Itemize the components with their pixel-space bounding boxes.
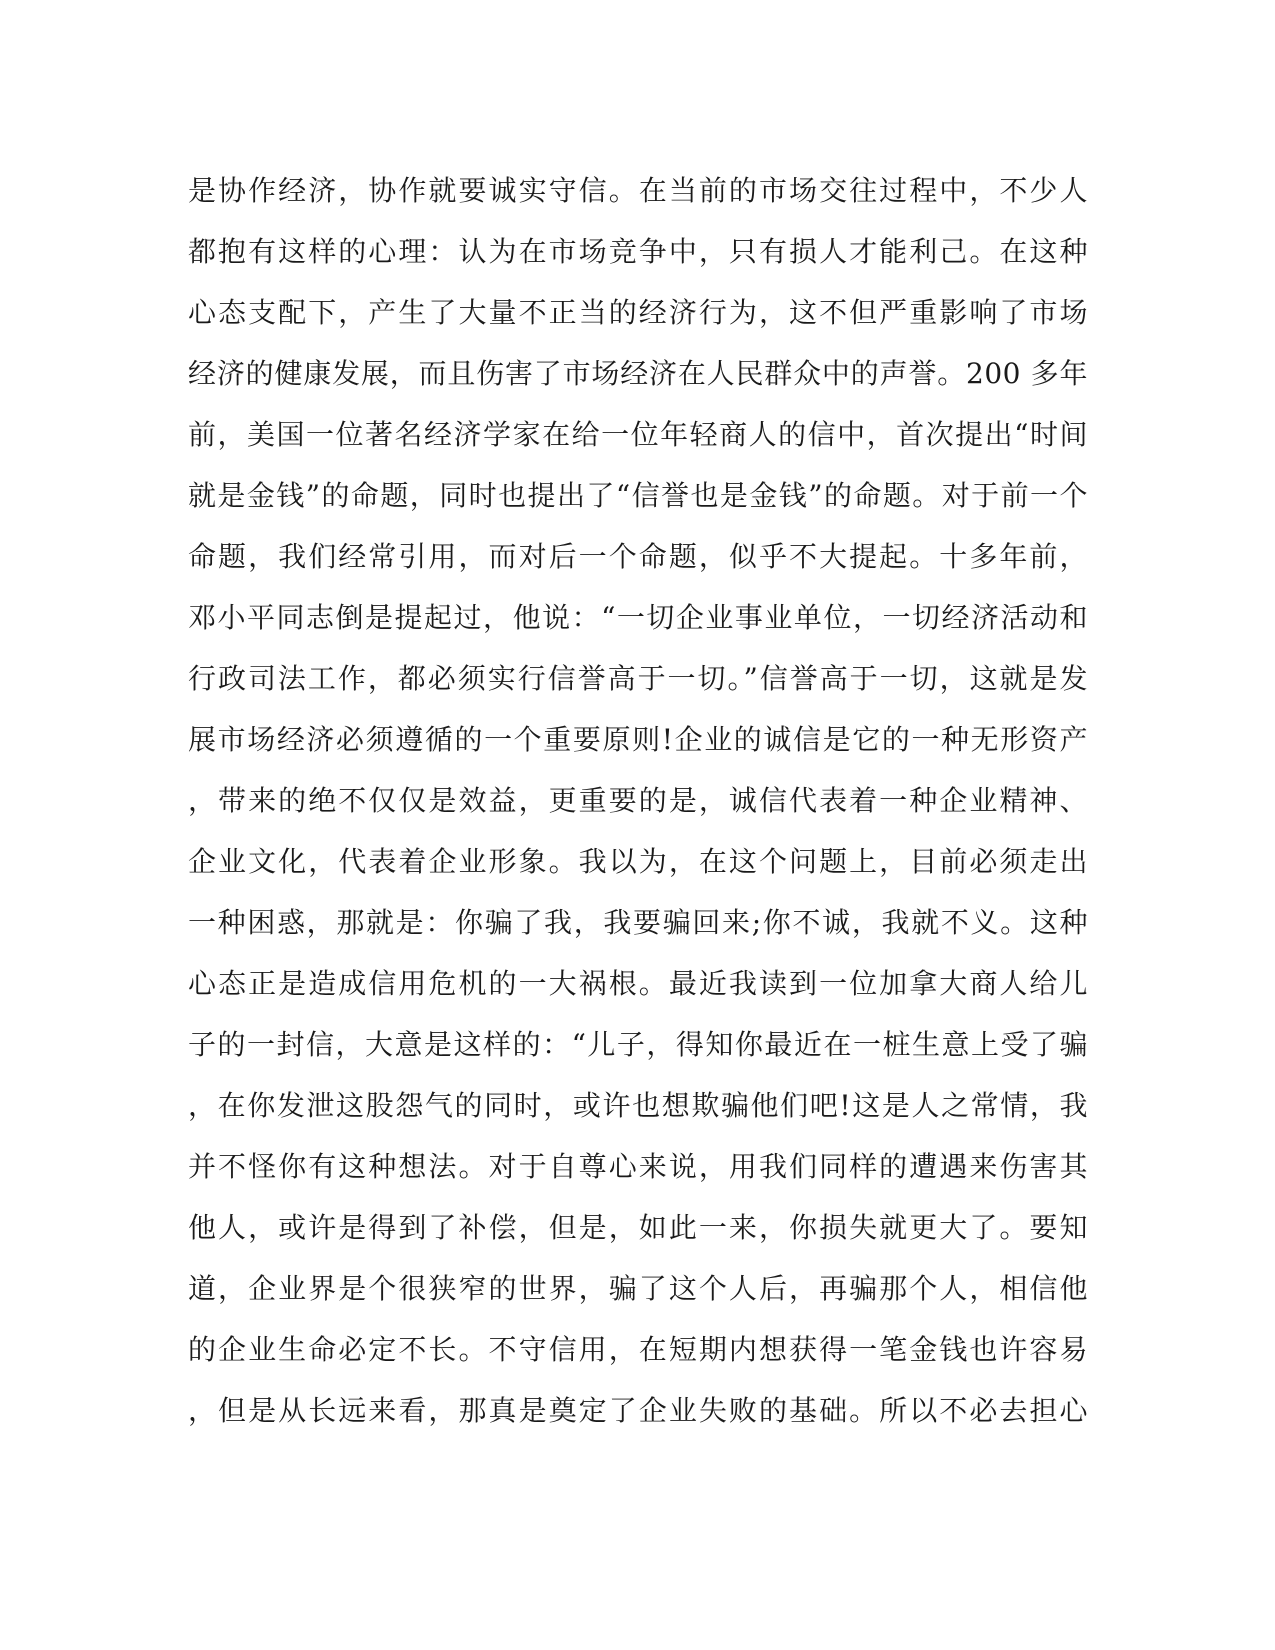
text-line: 就是金钱”的命题，同时也提出了“信誉也是金钱”的命题。对于前一个 (188, 479, 1088, 512)
text-line: 一种困惑，那就是：你骗了我，我要骗回来;你不诚，我就不义。这种 (188, 906, 1088, 939)
text-line: 子的一封信，大意是这样的：“儿子，得知你最近在一桩生意上受了骗 (188, 1028, 1088, 1061)
text-line: 命题，我们经常引用，而对后一个命题，似乎不大提起。十多年前， (188, 540, 1088, 573)
text-line: 前，美国一位著名经济学家在给一位年轻商人的信中，首次提出“时间 (188, 418, 1088, 451)
text-line: 经济的健康发展，而且伤害了市场经济在人民群众中的声誉。200 多年 (188, 357, 1088, 390)
text-line: ，但是从长远来看，那真是奠定了企业失败的基础。所以不必去担心 (188, 1394, 1088, 1427)
text-line: 行政司法工作，都必须实行信誉高于一切。”信誉高于一切，这就是发 (188, 662, 1088, 695)
text-line: 展市场经济必须遵循的一个重要原则!企业的诚信是它的一种无形资产 (188, 723, 1088, 756)
text-line: ，在你发泄这股怨气的同时，或许也想欺骗他们吧!这是人之常情，我 (188, 1089, 1088, 1122)
body-paragraph (188, 160, 1088, 1441)
text-line: 道，企业界是个很狭窄的世界，骗了这个人后，再骗那个人，相信他 (188, 1272, 1088, 1305)
text-line: 企业文化，代表着企业形象。我以为，在这个问题上，目前必须走出 (188, 845, 1088, 878)
text-line: 邓小平同志倒是提起过，他说：“一切企业事业单位，一切经济活动和 (188, 601, 1088, 634)
text-line: 并不怪你有这种想法。对于自尊心来说，用我们同样的遭遇来伤害其 (188, 1150, 1088, 1183)
text-line: ，带来的绝不仅仅是效益，更重要的是，诚信代表着一种企业精神、 (188, 784, 1088, 817)
text-line: 是协作经济，协作就要诚实守信。在当前的市场交往过程中，不少人 (188, 174, 1088, 207)
text-line: 心态支配下，产生了大量不正当的经济行为，这不但严重影响了市场 (188, 296, 1088, 329)
text-line: 他人，或许是得到了补偿，但是，如此一来，你损失就更大了。要知 (188, 1211, 1088, 1244)
text-line: 都抱有这样的心理：认为在市场竞争中，只有损人才能利己。在这种 (188, 235, 1088, 268)
text-line: 心态正是造成信用危机的一大祸根。最近我读到一位加拿大商人给儿 (188, 967, 1088, 1000)
text-line: 的企业生命必定不长。不守信用，在短期内想获得一笔金钱也许容易 (188, 1333, 1088, 1366)
